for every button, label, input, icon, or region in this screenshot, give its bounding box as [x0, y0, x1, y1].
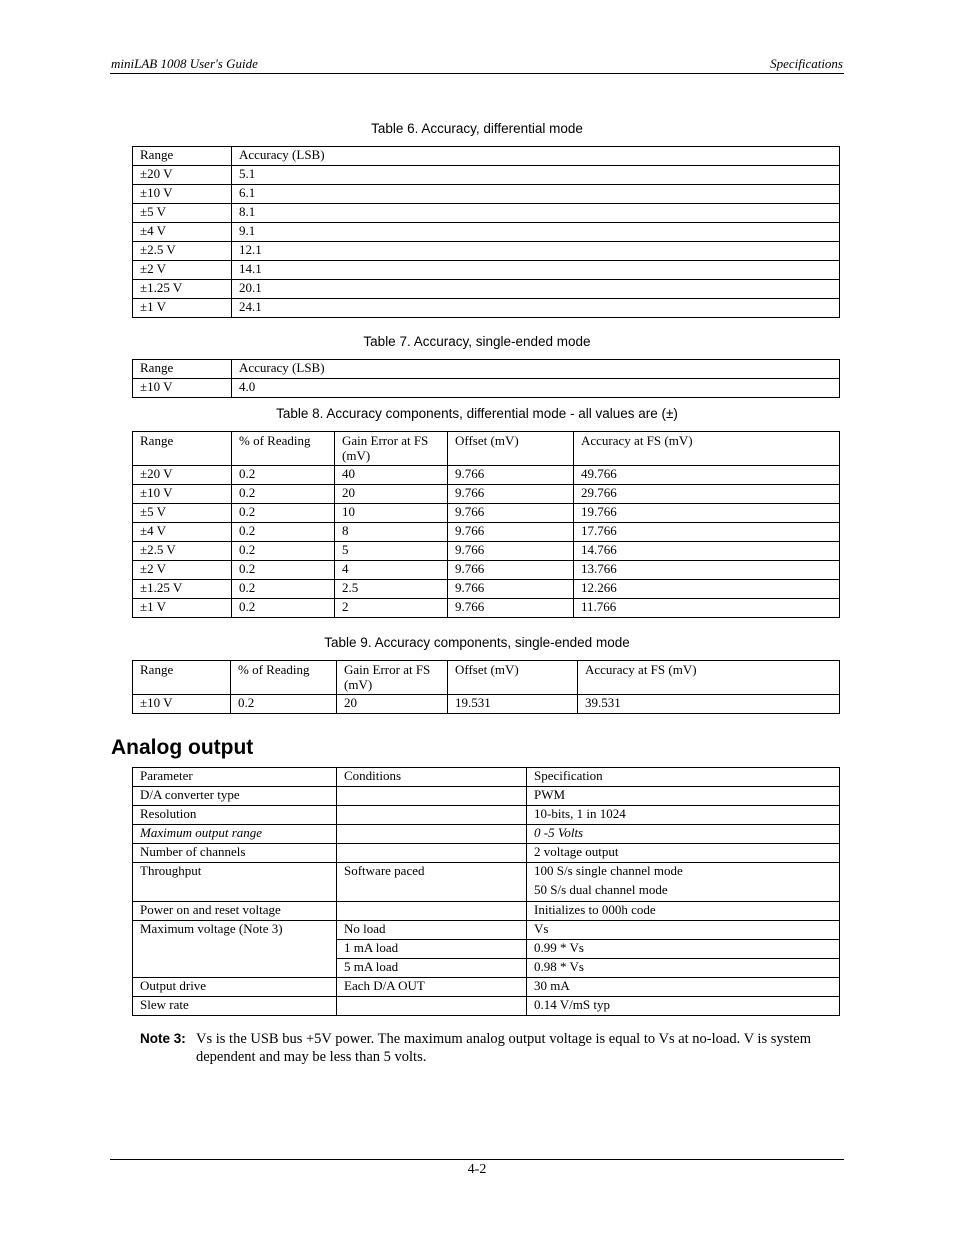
table-cell: 9.766 — [448, 599, 574, 618]
condition-cell — [337, 844, 527, 863]
table-cell: 9.766 — [448, 561, 574, 580]
table-cell: 0.2 — [232, 523, 335, 542]
table7 — [132, 359, 840, 398]
table6 — [132, 146, 840, 318]
table-cell: 11.766 — [574, 599, 840, 618]
param-cell: Number of channels — [133, 844, 337, 863]
table-cell: ±10 V — [133, 485, 232, 504]
table-cell: 0.2 — [232, 542, 335, 561]
table-header-row — [133, 768, 840, 787]
table-cell: ±10 V — [133, 695, 231, 714]
table-row — [133, 844, 840, 863]
header-section: Specifications — [770, 56, 843, 71]
table-row — [133, 978, 840, 997]
table-header-row — [133, 360, 840, 379]
table-cell: 9.1 — [232, 223, 840, 242]
table-cell: 9.766 — [448, 466, 574, 485]
table-cell: ±4 V — [133, 523, 232, 542]
table8-caption: Table 8. Accuracy components, differential mode - all values are (±) — [276, 406, 678, 421]
table-cell: 5 — [335, 542, 448, 561]
table-cell: 14.1 — [232, 261, 840, 280]
table-cell: ±2 V — [133, 561, 232, 580]
column-header: Accuracy at FS (mV) — [574, 432, 840, 466]
condition-cell — [337, 902, 527, 921]
param-cell: Output drive — [133, 978, 337, 997]
spec-cell: 0 -5 Volts — [527, 825, 840, 844]
table-cell: 20 — [335, 485, 448, 504]
table-row — [133, 787, 840, 806]
condition-cell: Software paced — [337, 863, 527, 902]
table-cell: 2.5 — [335, 580, 448, 599]
table-cell: 19.531 — [448, 695, 578, 714]
condition-cell — [337, 787, 527, 806]
table-cell: 0.2 — [232, 485, 335, 504]
spec-cell: 10-bits, 1 in 1024 — [527, 806, 840, 825]
page-number: 4-2 — [467, 1162, 487, 1177]
condition-cell — [337, 806, 527, 825]
table-cell: ±1 V — [133, 599, 232, 618]
table-row — [133, 806, 840, 825]
column-header: Gain Error at FS (mV) — [337, 661, 448, 695]
table-row — [133, 902, 840, 921]
section-title-analog-output: Analog output — [111, 736, 254, 759]
table-cell: ±20 V — [133, 166, 232, 185]
spec-cell: 2 voltage output — [527, 844, 840, 863]
table-cell: 40 — [335, 466, 448, 485]
column-header: Conditions — [337, 768, 527, 787]
column-header: Offset (mV) — [448, 432, 574, 466]
table-row — [133, 280, 840, 299]
table-cell: 9.766 — [448, 523, 574, 542]
table-cell: 0.2 — [232, 561, 335, 580]
table-row — [133, 997, 840, 1016]
table-cell: 14.766 — [574, 542, 840, 561]
column-header: Accuracy at FS (mV) — [578, 661, 840, 695]
condition-cell: 5 mA load — [337, 959, 527, 978]
table-row — [133, 485, 840, 504]
table-cell: 9.766 — [448, 580, 574, 599]
table-row — [133, 825, 840, 844]
table-cell: ±10 V — [133, 379, 232, 398]
param-cell: Maximum voltage (Note 3) — [133, 921, 337, 978]
table-row — [133, 204, 840, 223]
table8 — [132, 431, 840, 618]
table-header-row — [133, 147, 840, 166]
spec-cell: Vs — [527, 921, 840, 940]
table-cell: 9.766 — [448, 504, 574, 523]
column-header: Accuracy (LSB) — [232, 360, 840, 379]
table-cell: 19.766 — [574, 504, 840, 523]
table-row — [133, 921, 840, 940]
param-cell: D/A converter type — [133, 787, 337, 806]
table-cell: ±2 V — [133, 261, 232, 280]
table9 — [132, 660, 840, 714]
table-cell: 0.2 — [232, 466, 335, 485]
table-row — [133, 299, 840, 318]
table-cell: 8.1 — [232, 204, 840, 223]
table-cell: ±1 V — [133, 299, 232, 318]
spec-cell — [527, 863, 840, 902]
table-row — [133, 863, 840, 902]
table-cell: 0.2 — [232, 504, 335, 523]
table-header-row — [133, 432, 840, 466]
table-row — [133, 223, 840, 242]
table-cell: 4 — [335, 561, 448, 580]
condition-cell: 1 mA load — [337, 940, 527, 959]
table-row — [133, 599, 840, 618]
table-cell: 8 — [335, 523, 448, 542]
table-cell: ±20 V — [133, 466, 232, 485]
table-cell: 10 — [335, 504, 448, 523]
table-row — [133, 261, 840, 280]
param-cell: Resolution — [133, 806, 337, 825]
param-cell: Maximum output range — [133, 825, 337, 844]
table-cell: 39.531 — [578, 695, 840, 714]
table-row — [133, 561, 840, 580]
table-cell: 5.1 — [232, 166, 840, 185]
table-cell: 20.1 — [232, 280, 840, 299]
table-cell: 4.0 — [232, 379, 840, 398]
table-cell: ±4 V — [133, 223, 232, 242]
note-text: Vs is the USB bus +5V power. The maximum analog output voltage is equal to Vs at no-load. V is system dependent and may be less than 5 volts. — [196, 1031, 811, 1065]
table-cell: 0.2 — [231, 695, 337, 714]
table-cell: ±1.25 V — [133, 280, 232, 299]
param-cell: Power on and reset voltage — [133, 902, 337, 921]
table-cell: ±2.5 V — [133, 242, 232, 261]
column-header: % of Reading — [231, 661, 337, 695]
column-header: % of Reading — [232, 432, 335, 466]
spec-cell: 0.99 * Vs — [527, 940, 840, 959]
column-header: Accuracy (LSB) — [232, 147, 840, 166]
column-header: Range — [133, 360, 232, 379]
condition-cell: No load — [337, 921, 527, 940]
table-row — [133, 242, 840, 261]
column-header: Offset (mV) — [448, 661, 578, 695]
param-cell: Slew rate — [133, 997, 337, 1016]
table-cell: 12.1 — [232, 242, 840, 261]
table-row — [133, 580, 840, 599]
analog-output-table — [132, 767, 840, 1016]
table-cell: 2 — [335, 599, 448, 618]
table-row — [133, 466, 840, 485]
table-row — [133, 379, 840, 398]
header-rule — [110, 73, 844, 74]
table-cell: 20 — [337, 695, 448, 714]
table-cell: ±1.25 V — [133, 580, 232, 599]
table-cell: 9.766 — [448, 542, 574, 561]
table-cell: ±10 V — [133, 185, 232, 204]
condition-cell — [337, 997, 527, 1016]
column-header: Specification — [527, 768, 840, 787]
table-row — [133, 185, 840, 204]
table-cell: ±5 V — [133, 204, 232, 223]
table-cell: 24.1 — [232, 299, 840, 318]
note-label: Note 3: — [140, 1031, 186, 1046]
column-header: Range — [133, 147, 232, 166]
column-header: Gain Error at FS (mV) — [335, 432, 448, 466]
table-header-row — [133, 661, 840, 695]
table9-caption: Table 9. Accuracy components, single-ended mode — [324, 635, 630, 650]
param-cell: Throughput — [133, 863, 337, 902]
table-cell: 12.266 — [574, 580, 840, 599]
column-header: Range — [133, 661, 231, 695]
condition-cell — [337, 825, 527, 844]
table6-caption: Table 6. Accuracy, differential mode — [371, 121, 583, 136]
spec-cell: 30 mA — [527, 978, 840, 997]
table-cell: 13.766 — [574, 561, 840, 580]
table-cell: 0.2 — [232, 580, 335, 599]
table-cell: 49.766 — [574, 466, 840, 485]
header-title: miniLAB 1008 User's Guide — [111, 56, 258, 71]
table-cell: 17.766 — [574, 523, 840, 542]
table-row — [133, 166, 840, 185]
table-row — [133, 542, 840, 561]
spec-cell: PWM — [527, 787, 840, 806]
table-cell: 0.2 — [232, 599, 335, 618]
table-cell: ±5 V — [133, 504, 232, 523]
column-header: Range — [133, 432, 232, 466]
note-3 — [140, 1030, 840, 1066]
column-header: Parameter — [133, 768, 337, 787]
table-cell: ±2.5 V — [133, 542, 232, 561]
table-row — [133, 523, 840, 542]
spec-line: 50 S/s dual channel mode — [534, 882, 668, 897]
table7-caption: Table 7. Accuracy, single-ended mode — [363, 334, 591, 349]
condition-cell: Each D/A OUT — [337, 978, 527, 997]
spec-cell: Initializes to 000h code — [527, 902, 840, 921]
table-row — [133, 504, 840, 523]
spec-line: 100 S/s single channel mode — [534, 863, 683, 878]
table-cell: 29.766 — [574, 485, 840, 504]
spec-cell: 0.98 * Vs — [527, 959, 840, 978]
table-cell: 9.766 — [448, 485, 574, 504]
table-row — [133, 695, 840, 714]
table-cell: 6.1 — [232, 185, 840, 204]
spec-cell: 0.14 V/mS typ — [527, 997, 840, 1016]
footer-rule — [110, 1159, 844, 1160]
